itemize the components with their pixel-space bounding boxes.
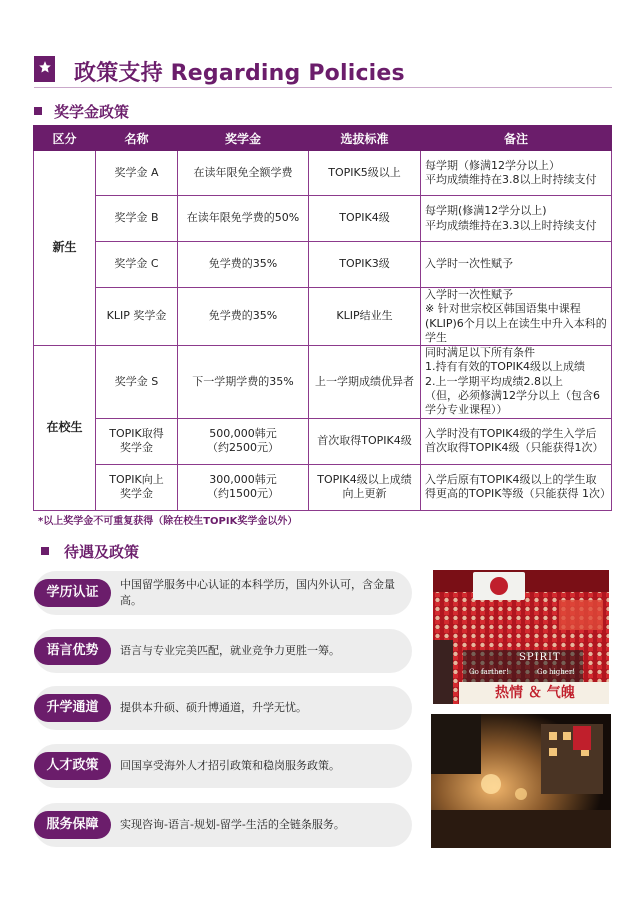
name-cell: 奖学金 A: [96, 151, 178, 196]
benefit-text: 语言与专业完美匹配，就业竞争力更胜一筹。: [120, 644, 340, 657]
amount-cell: 免学费的35%: [178, 288, 309, 346]
amount-cell: 300,000韩元 （约1500元）: [178, 464, 309, 510]
column-header: 名称: [96, 126, 178, 151]
criteria-cell: TOPIK3级: [309, 242, 421, 288]
benefit-text: 中国留学服务中心认证的本科学历，国内外认可，含金量高。: [120, 578, 395, 607]
criteria-cell: TOPIK4级: [309, 196, 421, 242]
benefit-badge: 学历认证: [34, 579, 111, 607]
name-cell: 奖学金 C: [96, 242, 178, 288]
star-icon: [34, 56, 55, 82]
scholarship-footnote: *以上奖学金不可重复获得（除在校生TOPIK奖学金以外）: [38, 516, 298, 527]
table-row: [34, 242, 612, 288]
spirit-sign-right: Go higher!: [537, 668, 576, 676]
photo-caption: 热情 ＆ 气魄: [495, 685, 575, 701]
amount-cell: 下一学期学费的35%: [178, 346, 309, 418]
name-cell: 奖学金 B: [96, 196, 178, 242]
table-row: [34, 418, 612, 464]
table-row: [34, 196, 612, 242]
category-cell: 新生: [34, 151, 96, 346]
section-bullet-icon: [34, 107, 42, 115]
criteria-cell: TOPIK4级以上成绩向上更新: [309, 464, 421, 510]
note-cell: 入学时一次性赋予 ※ 针对世宗校区韩国语集中课程(KLIP)6个月以上在读生中升入本科的学生: [421, 288, 612, 346]
amount-cell: 在读年限免全额学费: [178, 151, 309, 196]
table-row: [34, 288, 612, 346]
note-cell: 每学期（修满12学分以上） 平均成绩维持在3.8以上时持续支付: [421, 151, 612, 196]
table-header-row: [34, 126, 612, 151]
amount-cell: 500,000韩元 （约2500元）: [178, 418, 309, 464]
spirit-sign-left: Go farther!: [469, 668, 509, 676]
header-divider: [34, 87, 612, 88]
name-cell: 奖学金 S: [96, 346, 178, 418]
note-cell: 入学后原有TOPIK4级以上的学生取得更高的TOPIK等级（只能获得 1次）: [421, 464, 612, 510]
amount-cell: 在读年限免学费的50%: [178, 196, 309, 242]
benefit-badge: 语言优势: [34, 637, 111, 665]
table-row: [34, 464, 612, 510]
column-header: 奖学金: [178, 126, 309, 151]
column-header: 区分: [34, 126, 96, 151]
section-bullet-icon: [41, 547, 49, 555]
criteria-cell: KLIP结业生: [309, 288, 421, 346]
table-row: [34, 151, 612, 196]
criteria-cell: TOPIK5级以上: [309, 151, 421, 196]
name-cell: TOPIK取得 奖学金: [96, 418, 178, 464]
benefit-badge: 服务保障: [34, 811, 111, 839]
scholarship-section-title: 奖学金政策: [54, 103, 130, 121]
benefit-text: 提供本升硕、硕升博通道，升学无忧。: [120, 701, 307, 714]
benefits-section-title: 待遇及政策: [64, 543, 140, 561]
benefit-text: 实现咨询-语言-规划-留学-生活的全链条服务。: [120, 818, 345, 831]
name-cell: KLIP 奖学金: [96, 288, 178, 346]
note-cell: 入学时一次性赋予: [421, 242, 612, 288]
note-cell: 同时满足以下所有条件 1.持有有效的TOPIK4级以上成绩 2.上一学期平均成绩2.8以上 （但，必须修满12学分以上（包含6学分专业课程））: [421, 346, 612, 418]
category-cell: 在校生: [34, 346, 96, 510]
spirit-sign: SPIRIT: [519, 652, 561, 663]
column-header: 备注: [421, 126, 612, 151]
page-title: 政策支持 Regarding Policies: [74, 61, 405, 86]
benefit-badge: 升学通道: [34, 694, 111, 722]
name-cell: TOPIK向上 奖学金: [96, 464, 178, 510]
scholarship-table: [33, 125, 612, 511]
note-cell: 每学期(修满12学分以上) 平均成绩维持在3.3以上时持续支付: [421, 196, 612, 242]
note-cell: 入学时没有TOPIK4级的学生入学后首次取得TOPIK4级（只能获得1次）: [421, 418, 612, 464]
campus-night-photo: [431, 714, 611, 848]
amount-cell: 免学费的35%: [178, 242, 309, 288]
column-header: 选拔标准: [309, 126, 421, 151]
benefit-badge: 人才政策: [34, 752, 111, 780]
criteria-cell: 上一学期成绩优异者: [309, 346, 421, 418]
benefit-text: 回国享受海外人才招引政策和稳岗服务政策。: [120, 759, 340, 772]
table-row: [34, 346, 612, 418]
crowd-photo: [433, 570, 609, 704]
criteria-cell: 首次取得TOPIK4级: [309, 418, 421, 464]
